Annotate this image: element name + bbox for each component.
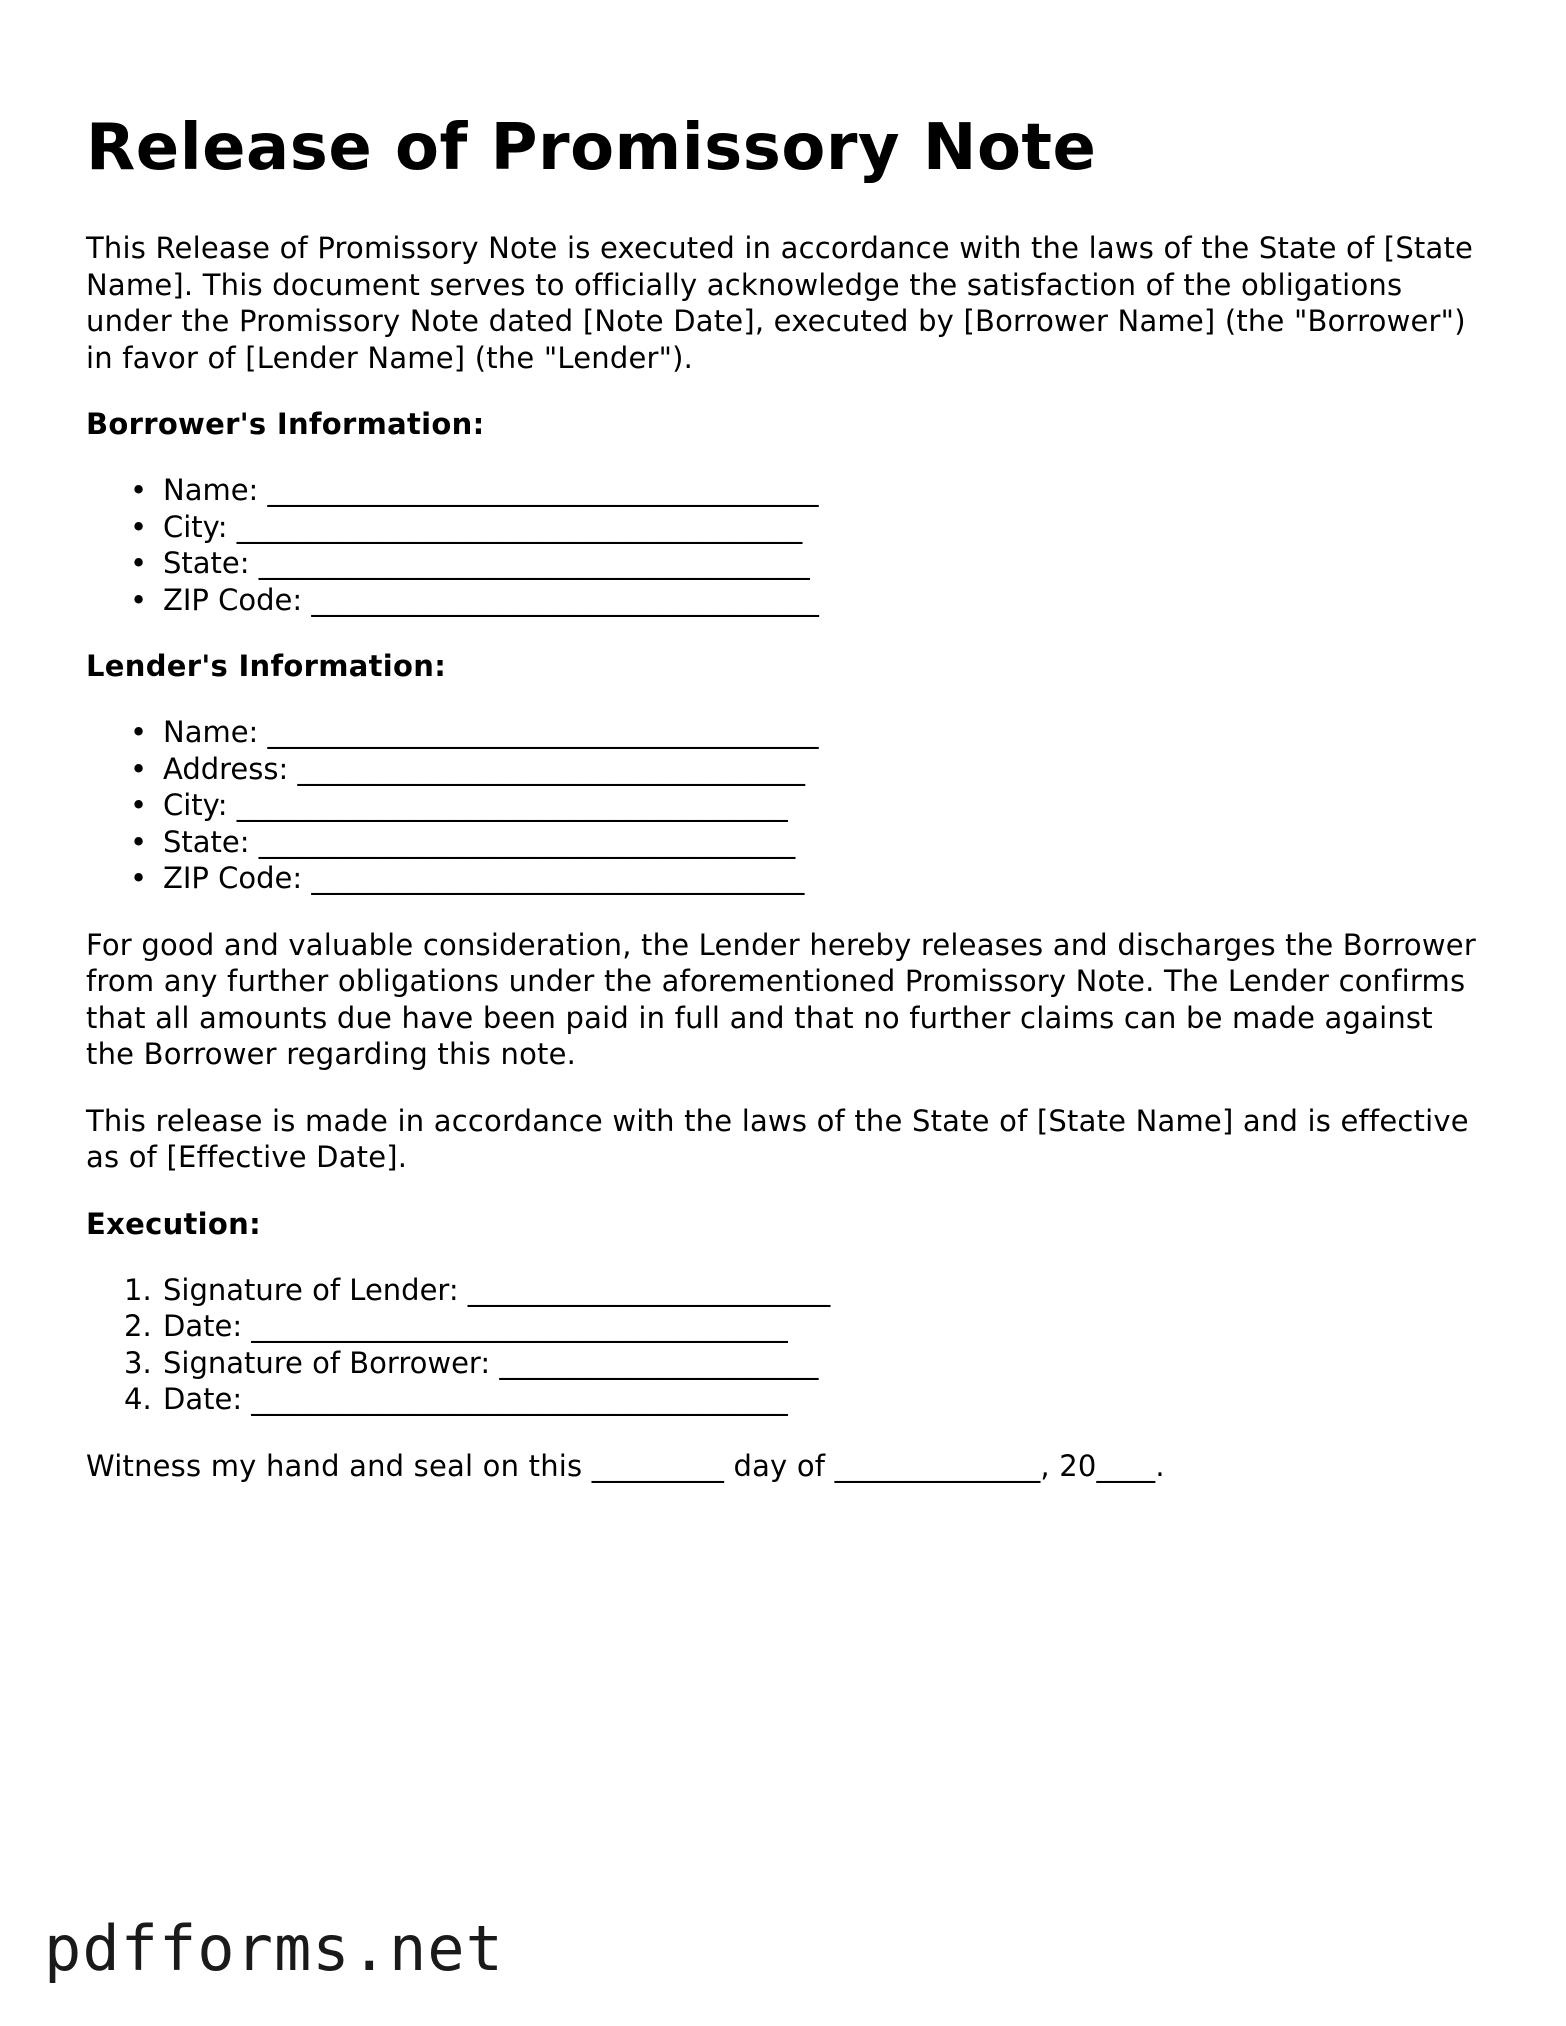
intro-paragraph: This Release of Promissory Note is executed in accordance with the laws of the State of [State Name]. This document serves to officially acknowledge the satisfaction of the obligations under the Promissory Note dated [Note Date], executed by [Borrower Name] (the "Borrower") in favor of [Lender Name] (the "Lender"). [86,231,1474,375]
list-number: 4. [124,1382,152,1416]
lender-city-field: • City: ______________________________________ [163,787,1486,824]
lender-name-field: • Name: ______________________________________ [163,714,1486,751]
watermark-logo: pdfforms.net [44,1912,504,1985]
list-item-text: Signature of Borrower: ______________________ [163,1345,819,1380]
lender-info-list [86,714,1486,897]
list-number: 2. [124,1309,152,1343]
borrower-name-field: • Name: ______________________________________ [163,472,1486,509]
list-number: 1. [124,1272,152,1307]
lender-zip-field: • ZIP Code: __________________________________ [163,860,1486,897]
list-item-text: Signature of Lender: _________________________ [163,1272,831,1307]
lender-state-field: • State: _____________________________________ [163,824,1486,861]
list-number: 3. [124,1345,152,1380]
borrower-info-list [86,472,1486,618]
execution-list [86,1272,1486,1418]
borrower-signature-line [124,1345,1486,1382]
document-title: Release of Promissory Note [86,111,1097,185]
lender-signature-line [124,1272,1486,1309]
law-paragraph: This release is made in accordance with the laws of the State of [State Name] and is effective as of [Effective Date]. [86,1103,1469,1174]
borrower-date-line [124,1381,1486,1418]
borrower-zip-field: • ZIP Code: ___________________________________ [163,582,1486,619]
document-page [86,108,1486,1484]
list-item-text: Date: _____________________________________ [163,1309,788,1343]
execution-heading: Execution: [86,1206,261,1241]
list-item-text: Date: _____________________________________ [163,1382,788,1416]
lender-info-heading: Lender's Information: [86,649,447,683]
lender-date-line [124,1308,1486,1345]
lender-address-field: • Address: ___________________________________ [163,751,1486,788]
borrower-state-field: • State: ______________________________________ [163,545,1486,582]
borrower-info-heading: Borrower's Information: [86,407,485,441]
witness-line: Witness my hand and seal on this _________ day of ______________, 20____. [86,1448,1165,1483]
borrower-city-field: • City: _______________________________________ [163,509,1486,546]
release-paragraph: For good and valuable consideration, the Lender hereby releases and discharges the Borrower from any further obligations under the aforementioned Promissory Note. The Lender confirms that all amounts due have been paid in full and that no further claims can be made against the Borrower regarding this note. [86,927,1476,1071]
